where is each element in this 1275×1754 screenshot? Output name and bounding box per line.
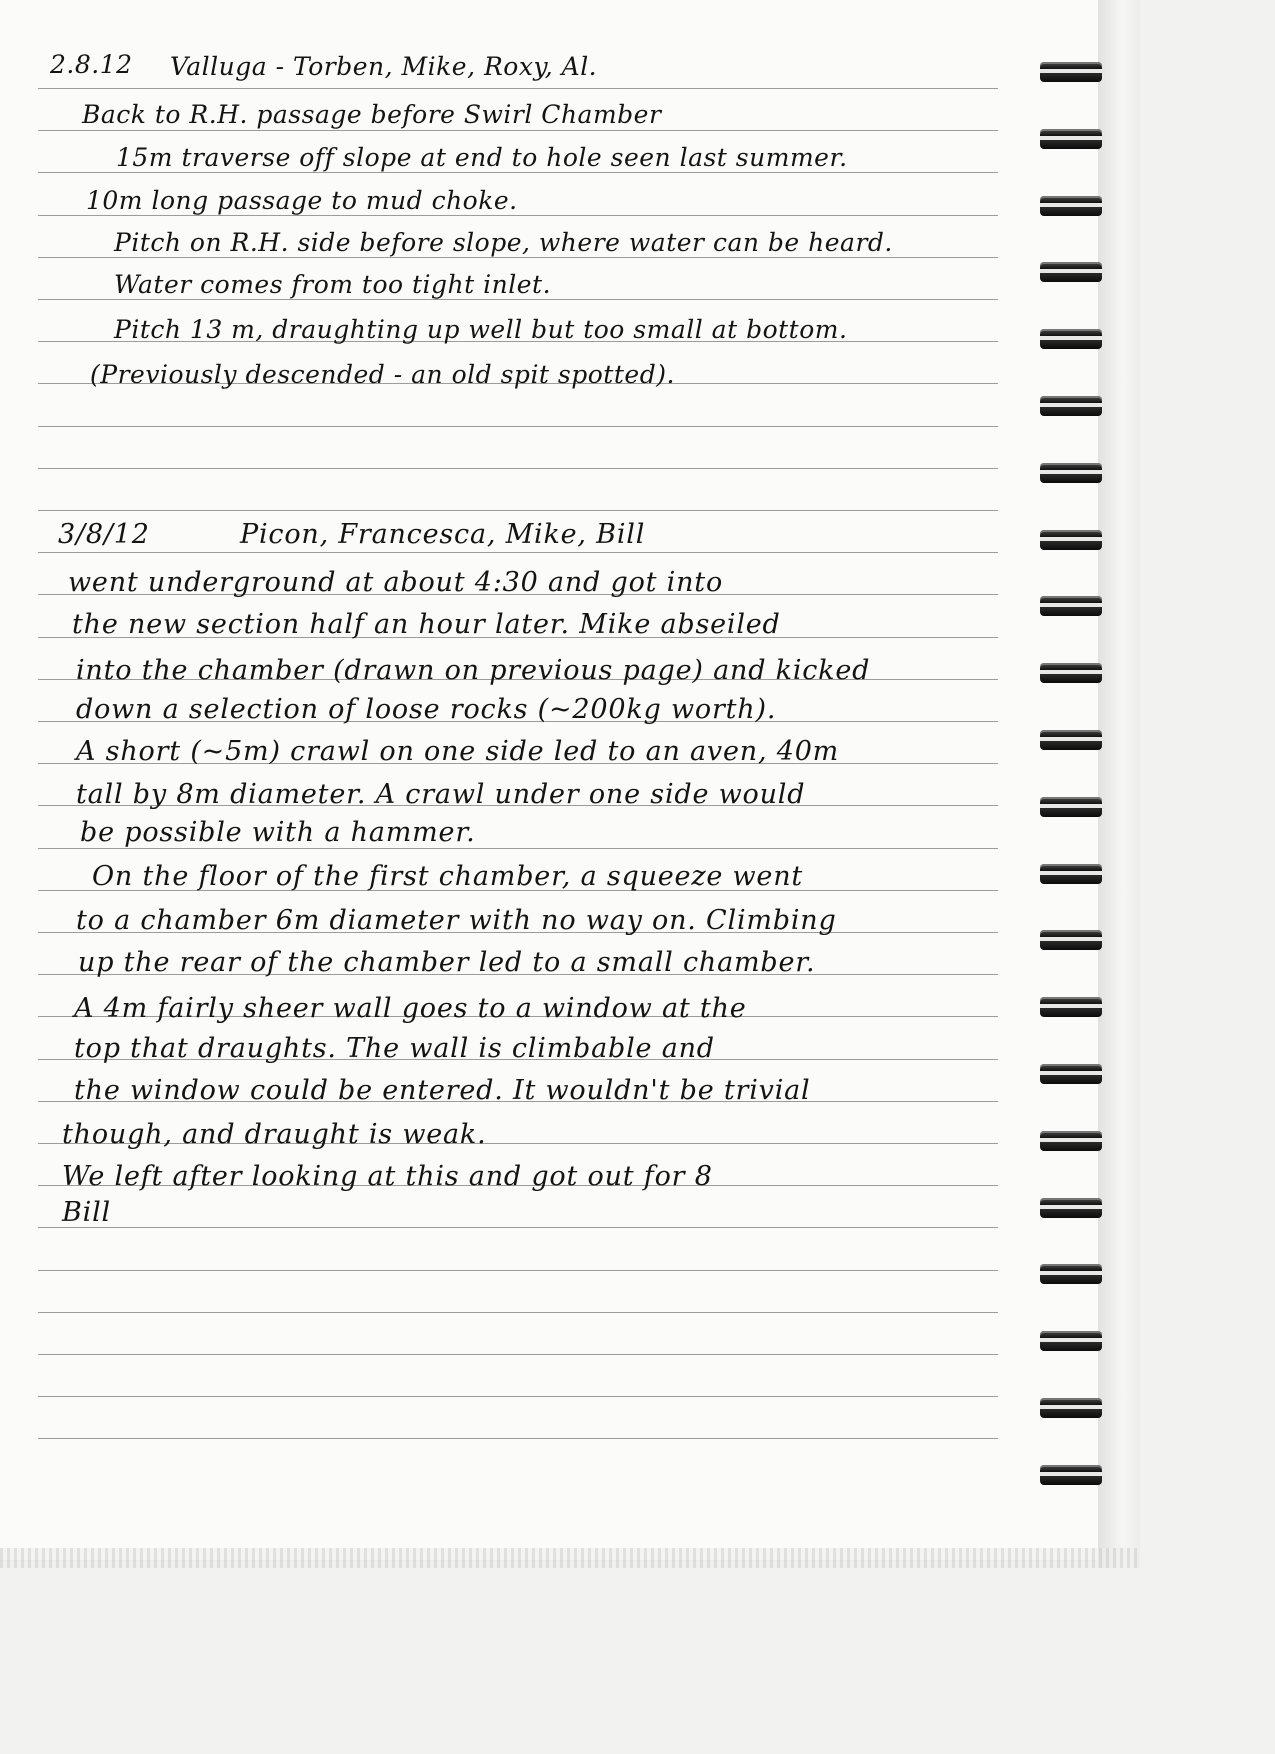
entry-line: up the rear of the chamber led to a small chamber. — [78, 947, 816, 978]
entry-participants: Picon, Francesca, Mike, Bill — [240, 519, 646, 550]
entry-line: (Previously descended - an old spit spotted). — [90, 360, 675, 389]
entry-line: top that draughts. The wall is climbable and — [74, 1033, 715, 1064]
binding-ring — [1040, 1198, 1102, 1218]
page-stack-edge — [1098, 0, 1140, 1568]
entry-line: 15m traverse off slope at end to hole seen last summer. — [116, 143, 848, 172]
entry-line: though, and draught is weak. — [62, 1119, 487, 1150]
entry-participants: Valluga - Torben, Mike, Roxy, Al. — [170, 52, 598, 81]
binding-ring — [1040, 196, 1102, 216]
binding-ring — [1040, 730, 1102, 750]
ruled-line — [38, 88, 998, 89]
page-bottom-edge — [0, 1548, 1140, 1568]
entry-line: 10m long passage to mud choke. — [86, 186, 518, 215]
binding-ring — [1040, 1264, 1102, 1284]
entry-line: the new section half an hour later. Mike abseiled — [72, 609, 781, 640]
entry-line: A short (~5m) crawl on one side led to an aven, 40m — [76, 736, 840, 767]
entry-line: into the chamber (drawn on previous page) and kicked — [76, 655, 871, 686]
ruled-line — [38, 1227, 998, 1228]
binding-ring — [1040, 1331, 1102, 1351]
binding-ring — [1040, 1064, 1102, 1084]
entry-line: Back to R.H. passage before Swirl Chamber — [82, 100, 662, 129]
entry-line: A 4m fairly sheer wall goes to a window at the — [74, 993, 747, 1024]
entry-line: Pitch 13 m, draughting up well but too small at bottom. — [114, 315, 848, 344]
ruled-line — [38, 1354, 998, 1355]
entry-date: 3/8/12 — [58, 519, 150, 550]
binding-ring — [1040, 1465, 1102, 1485]
entry-signature: Bill — [62, 1197, 111, 1228]
binding-ring — [1040, 62, 1102, 82]
binding-ring — [1040, 329, 1102, 349]
ruled-line — [38, 510, 998, 511]
binding-ring — [1040, 596, 1102, 616]
binding-ring — [1040, 1131, 1102, 1151]
ruled-line — [38, 848, 998, 849]
entry-line: We left after looking at this and got out for 8 — [62, 1161, 713, 1192]
entry-line: down a selection of loose rocks (~200kg worth). — [76, 694, 777, 725]
entry-line: the window could be entered. It wouldn't be trivial — [74, 1075, 811, 1106]
binding-ring — [1040, 930, 1102, 950]
entry-line: On the floor of the first chamber, a squeeze went — [92, 861, 804, 892]
binding-ring — [1040, 463, 1102, 483]
ruled-line — [38, 1270, 998, 1271]
ruled-line — [38, 1312, 998, 1313]
entry-date: 2.8.12 — [50, 50, 133, 79]
entry-line: Pitch on R.H. side before slope, where water can be heard. — [114, 228, 893, 257]
entry-line: Water comes from too tight inlet. — [114, 270, 552, 299]
binding-ring — [1040, 864, 1102, 884]
ruled-line — [38, 552, 998, 553]
ruled-line — [38, 1438, 998, 1439]
entry-line: be possible with a hammer. — [80, 817, 476, 848]
binding-ring — [1040, 262, 1102, 282]
binding-ring — [1040, 797, 1102, 817]
binding-ring — [1040, 1398, 1102, 1418]
entry-line: tall by 8m diameter. A crawl under one side would — [76, 779, 806, 810]
binding-ring — [1040, 129, 1102, 149]
ruled-line — [38, 426, 998, 427]
binding-ring — [1040, 997, 1102, 1017]
entry-line: to a chamber 6m diameter with no way on. Climbing — [76, 905, 837, 936]
binding-ring — [1040, 530, 1102, 550]
binding-ring — [1040, 396, 1102, 416]
entry-line: went underground at about 4:30 and got into — [68, 567, 724, 598]
ruled-line — [38, 130, 998, 131]
binding-ring — [1040, 663, 1102, 683]
ruled-line — [38, 468, 998, 469]
ruled-line — [38, 1396, 998, 1397]
